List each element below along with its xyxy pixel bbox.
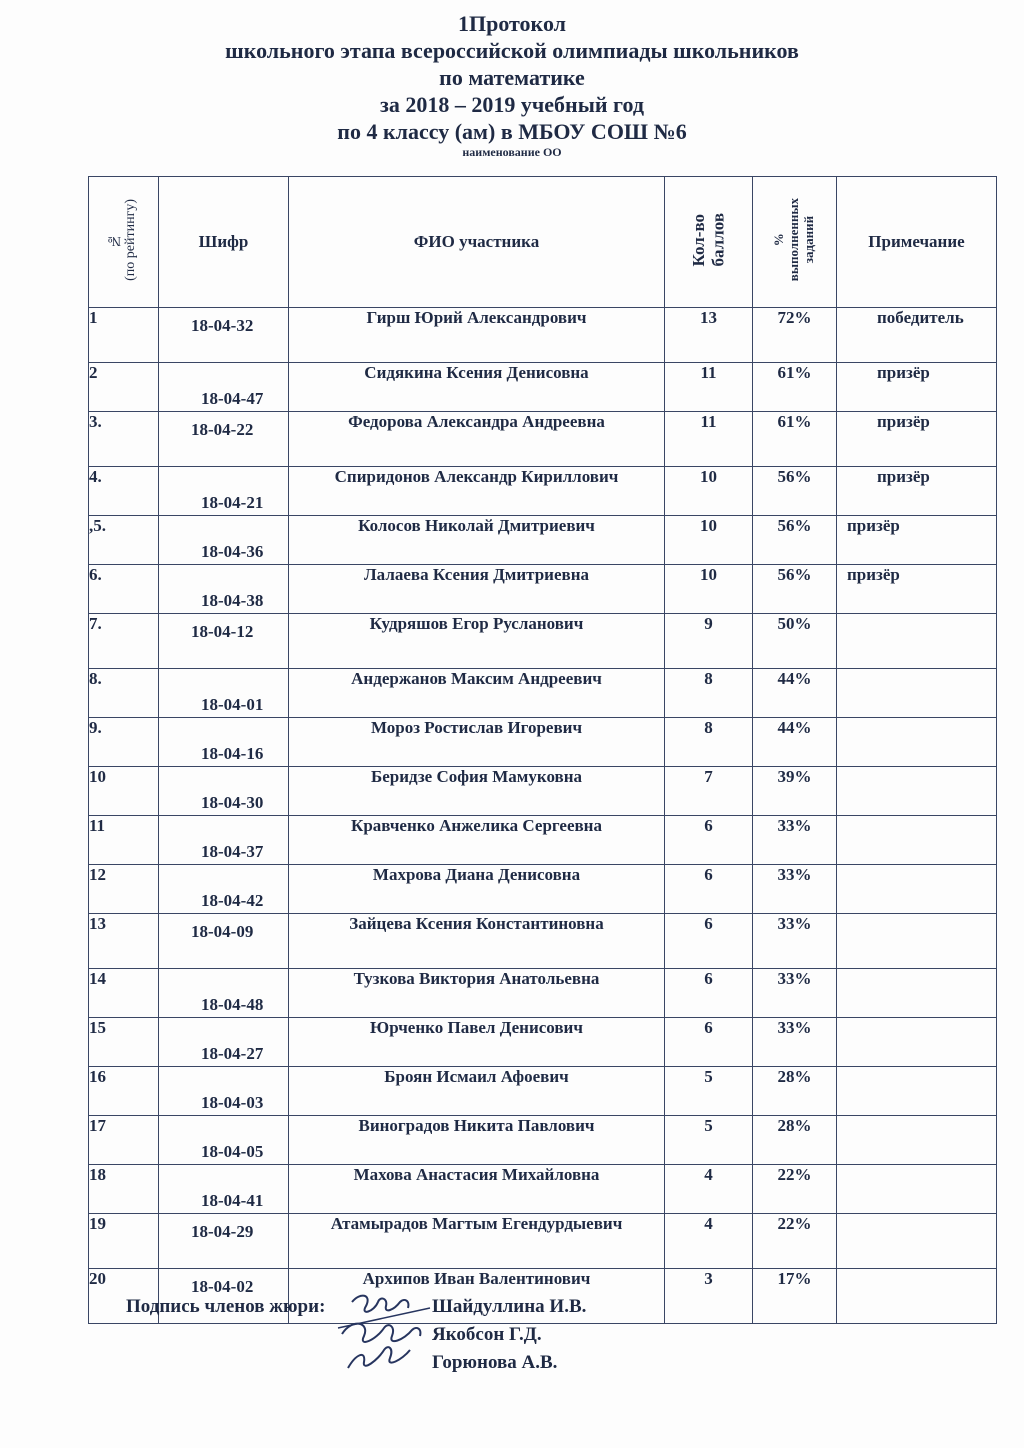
row-note	[837, 718, 997, 767]
col-percent: % выполненных заданий	[753, 177, 837, 308]
row-number: 8.	[89, 669, 159, 718]
table-header-row	[89, 177, 997, 308]
table-row	[89, 614, 997, 669]
col-score: Кол-во баллов	[665, 177, 753, 308]
table-row	[89, 1116, 997, 1165]
row-cipher: 18-04-01	[159, 669, 289, 718]
row-fio: Спиридонов Александр Кириллович	[289, 467, 665, 516]
row-fio: Махова Анастасия Михайловна	[289, 1165, 665, 1214]
row-score: 7	[665, 767, 753, 816]
table-row	[89, 969, 997, 1018]
jury-member-2: Якобсон Г.Д.	[432, 1324, 542, 1345]
row-number: 14	[89, 969, 159, 1018]
row-note	[837, 1269, 997, 1324]
row-score: 5	[665, 1116, 753, 1165]
row-number: 19	[89, 1214, 159, 1269]
table-row	[89, 1018, 997, 1067]
row-fio: Мороз Ростислав Игоревич	[289, 718, 665, 767]
row-note	[837, 1165, 997, 1214]
row-score: 5	[665, 1067, 753, 1116]
row-cipher: 18-04-29	[159, 1214, 289, 1269]
row-note	[837, 614, 997, 669]
row-score: 13	[665, 308, 753, 363]
row-percent: 33%	[753, 914, 837, 969]
row-fio: Тузкова Виктория Анатольевна	[289, 969, 665, 1018]
col-rank: № (по рейтингу)	[89, 177, 159, 308]
row-score: 6	[665, 865, 753, 914]
row-cipher: 18-04-48	[159, 969, 289, 1018]
document-header	[0, 10, 1024, 159]
col-cipher: Шифр	[159, 177, 289, 308]
row-number: 12	[89, 865, 159, 914]
row-score: 6	[665, 914, 753, 969]
row-number: 9.	[89, 718, 159, 767]
jury-signature-handwritten	[330, 1288, 440, 1373]
row-cipher: 18-04-41	[159, 1165, 289, 1214]
row-score: 4	[665, 1214, 753, 1269]
row-cipher: 18-04-30	[159, 767, 289, 816]
row-note	[837, 1214, 997, 1269]
row-score: 11	[665, 412, 753, 467]
table-row	[89, 718, 997, 767]
row-percent: 61%	[753, 363, 837, 412]
school-year: за 2018 – 2019 учебный год	[380, 92, 644, 117]
class-school: по 4 классу (ам) в МБОУ СОШ №6	[337, 119, 687, 144]
table-row	[89, 865, 997, 914]
row-note: призёр	[837, 516, 997, 565]
row-score: 10	[665, 516, 753, 565]
row-fio: Федорова Александра Андреевна	[289, 412, 665, 467]
row-number: 7.	[89, 614, 159, 669]
row-percent: 22%	[753, 1165, 837, 1214]
table-row	[89, 914, 997, 969]
row-percent: 56%	[753, 565, 837, 614]
row-cipher: 18-04-09	[159, 914, 289, 969]
col-note: Примечание	[837, 177, 997, 308]
doc-title: 1Протокол	[457, 11, 566, 36]
row-note	[837, 1018, 997, 1067]
row-fio: Атамырадов Магтым Егендурдыевич	[289, 1214, 665, 1269]
row-percent: 61%	[753, 412, 837, 467]
row-number: 20	[89, 1269, 159, 1324]
row-note	[837, 1116, 997, 1165]
table-row	[89, 565, 997, 614]
row-percent: 17%	[753, 1269, 837, 1324]
row-score: 8	[665, 669, 753, 718]
row-fio: Кудряшов Егор Русланович	[289, 614, 665, 669]
row-percent: 39%	[753, 767, 837, 816]
row-note: призёр	[837, 467, 997, 516]
table-row	[89, 669, 997, 718]
org-caption: наименование ОО	[462, 145, 562, 159]
row-score: 10	[665, 565, 753, 614]
row-fio: Гирш Юрий Александрович	[289, 308, 665, 363]
row-fio: Кравченко Анжелика Сергеевна	[289, 816, 665, 865]
row-cipher: 18-04-22	[159, 412, 289, 467]
col-fio: ФИО участника	[289, 177, 665, 308]
table-row	[89, 1165, 997, 1214]
row-note: призёр	[837, 412, 997, 467]
row-note: призёр	[837, 565, 997, 614]
row-cipher: 18-04-42	[159, 865, 289, 914]
row-cipher: 18-04-16	[159, 718, 289, 767]
row-note: призёр	[837, 363, 997, 412]
row-number: 16	[89, 1067, 159, 1116]
row-number: 15	[89, 1018, 159, 1067]
row-percent: 22%	[753, 1214, 837, 1269]
row-cipher: 18-04-02	[159, 1269, 289, 1324]
row-score: 9	[665, 614, 753, 669]
table-row	[89, 467, 997, 516]
row-percent: 44%	[753, 669, 837, 718]
row-note	[837, 914, 997, 969]
row-percent: 33%	[753, 1018, 837, 1067]
jury-member-1: Шайдуллина И.В.	[432, 1296, 587, 1317]
row-percent: 28%	[753, 1067, 837, 1116]
row-number: 4.	[89, 467, 159, 516]
row-cipher: 18-04-05	[159, 1116, 289, 1165]
row-cipher: 18-04-38	[159, 565, 289, 614]
row-note	[837, 1067, 997, 1116]
row-percent: 33%	[753, 816, 837, 865]
table-row	[89, 308, 997, 363]
table-row	[89, 516, 997, 565]
row-score: 6	[665, 816, 753, 865]
row-note	[837, 669, 997, 718]
results-table	[88, 176, 997, 1324]
row-cipher: 18-04-12	[159, 614, 289, 669]
row-note	[837, 865, 997, 914]
row-number: ,5.	[89, 516, 159, 565]
row-number: 11	[89, 816, 159, 865]
row-note	[837, 767, 997, 816]
row-cipher: 18-04-47	[159, 363, 289, 412]
subject: по математике	[439, 65, 585, 90]
row-fio: Броян Исмаил Афоевич	[289, 1067, 665, 1116]
row-percent: 50%	[753, 614, 837, 669]
row-score: 6	[665, 969, 753, 1018]
row-number: 6.	[89, 565, 159, 614]
row-percent: 72%	[753, 308, 837, 363]
row-note	[837, 816, 997, 865]
row-cipher: 18-04-32	[159, 308, 289, 363]
row-cipher: 18-04-21	[159, 467, 289, 516]
signature-label: Подпись членов жюри:	[126, 1296, 326, 1317]
row-fio: Архипов Иван Валентинович	[289, 1269, 665, 1324]
row-number: 3.	[89, 412, 159, 467]
row-fio: Беридзе София Мамуковна	[289, 767, 665, 816]
row-score: 10	[665, 467, 753, 516]
jury-member-3: Горюнова А.В.	[432, 1352, 558, 1373]
row-cipher: 18-04-36	[159, 516, 289, 565]
table-row	[89, 1067, 997, 1116]
row-cipher: 18-04-03	[159, 1067, 289, 1116]
row-percent: 28%	[753, 1116, 837, 1165]
row-score: 6	[665, 1018, 753, 1067]
row-score: 11	[665, 363, 753, 412]
row-fio: Андержанов Максим Андреевич	[289, 669, 665, 718]
row-score: 8	[665, 718, 753, 767]
row-percent: 56%	[753, 467, 837, 516]
row-percent: 33%	[753, 865, 837, 914]
table-row	[89, 363, 997, 412]
row-cipher: 18-04-37	[159, 816, 289, 865]
row-percent: 56%	[753, 516, 837, 565]
row-number: 17	[89, 1116, 159, 1165]
row-score: 4	[665, 1165, 753, 1214]
row-number: 13	[89, 914, 159, 969]
row-percent: 44%	[753, 718, 837, 767]
row-fio: Виноградов Никита Павлович	[289, 1116, 665, 1165]
row-fio: Колосов Николай Дмитриевич	[289, 516, 665, 565]
row-fio: Зайцева Ксения Константиновна	[289, 914, 665, 969]
row-cipher: 18-04-27	[159, 1018, 289, 1067]
row-fio: Махрова Диана Денисовна	[289, 865, 665, 914]
row-number: 2	[89, 363, 159, 412]
row-score: 3	[665, 1269, 753, 1324]
row-fio: Юрченко Павел Денисович	[289, 1018, 665, 1067]
row-number: 18	[89, 1165, 159, 1214]
row-note: победитель	[837, 308, 997, 363]
row-fio: Сидякина Ксения Денисовна	[289, 363, 665, 412]
table-row	[89, 1214, 997, 1269]
table-row	[89, 816, 997, 865]
table-row	[89, 767, 997, 816]
olympiad-stage: школьного этапа всероссийской олимпиады школьников	[225, 38, 799, 63]
row-fio: Лалаева Ксения Дмитриевна	[289, 565, 665, 614]
row-note	[837, 969, 997, 1018]
row-percent: 33%	[753, 969, 837, 1018]
table-row	[89, 412, 997, 467]
row-number: 10	[89, 767, 159, 816]
row-number: 1	[89, 308, 159, 363]
